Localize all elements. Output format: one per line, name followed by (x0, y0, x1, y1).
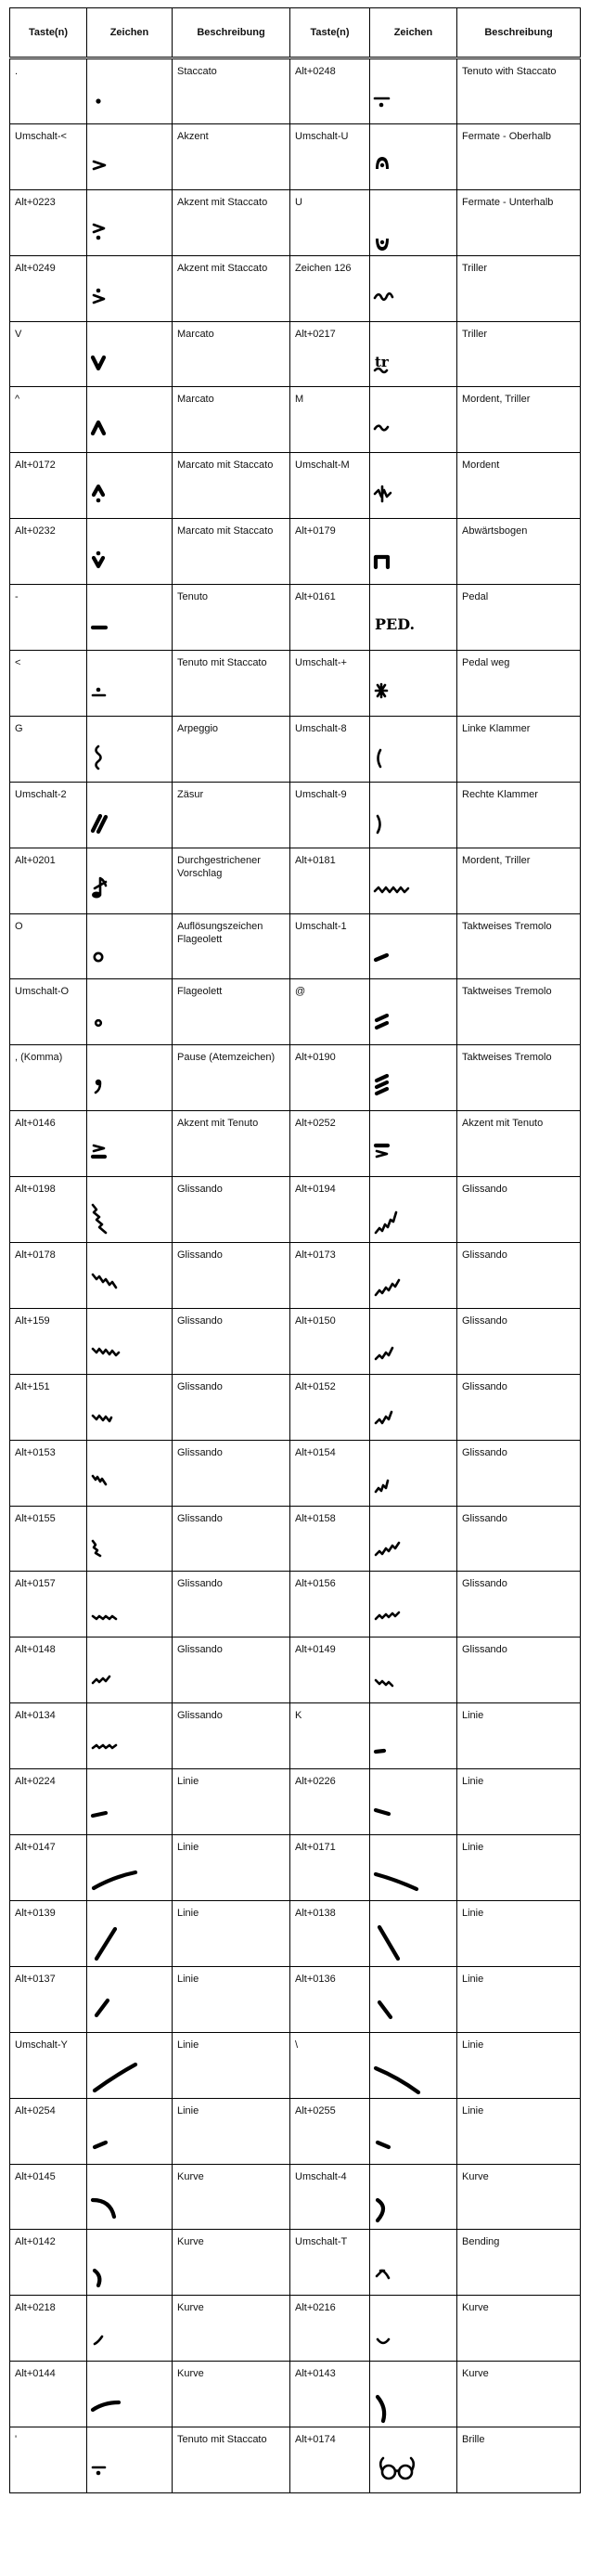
description-cell-right: Pedal weg (457, 651, 581, 717)
key-cell-right: U (290, 189, 370, 255)
symbol-cell (370, 2296, 457, 2362)
svg-text:tr: tr (375, 353, 389, 370)
key-cell-left: Alt+0201 (10, 848, 87, 913)
key-cell-left: Alt+0145 (10, 2164, 87, 2230)
table-row (10, 585, 581, 651)
symbol-cell (87, 321, 173, 387)
key-cell-left: G (10, 716, 87, 782)
description-cell-left: Linie (173, 1966, 290, 2032)
description-cell-left: Linie (173, 2032, 290, 2098)
symbol-cell (370, 189, 457, 255)
key-cell-left: Alt+0249 (10, 255, 87, 321)
key-cell-left: Alt+0218 (10, 2296, 87, 2362)
symbol-cell (370, 387, 457, 453)
symbol-cell (87, 1243, 173, 1309)
key-cell-right: Alt+0217 (290, 321, 370, 387)
table-row (10, 1900, 581, 1966)
description-cell-right: Linie (457, 2098, 581, 2164)
key-cell-left: Alt+159 (10, 1308, 87, 1374)
symbol-cell (87, 519, 173, 585)
symbol-cell (87, 1966, 173, 2032)
key-cell-right: Alt+0136 (290, 1966, 370, 2032)
description-cell-right: Glissando (457, 1308, 581, 1374)
key-cell-left: Alt+0148 (10, 1638, 87, 1703)
table-row (10, 1243, 581, 1309)
description-cell-left: Akzent mit Staccato (173, 255, 290, 321)
key-cell-left: Umschalt-< (10, 123, 87, 189)
description-cell-left: Zäsur (173, 782, 290, 848)
description-cell-left: Marcato mit Staccato (173, 453, 290, 519)
description-cell-right: Kurve (457, 2296, 581, 2362)
table-row (10, 979, 581, 1045)
key-cell-left: Umschalt-O (10, 979, 87, 1045)
key-cell-right: Umschalt-M (290, 453, 370, 519)
key-cell-right: Alt+0255 (290, 2098, 370, 2164)
description-cell-left: Tenuto (173, 585, 290, 651)
svg-text:PED.: PED. (375, 615, 416, 634)
description-cell-left: Glissando (173, 1440, 290, 1506)
symbol-reference-sheet (9, 7, 580, 2493)
symbol-cell (370, 453, 457, 519)
symbol-cell (87, 1177, 173, 1243)
symbol-cell (87, 1572, 173, 1638)
description-cell-left: Glissando (173, 1638, 290, 1703)
key-cell-right: Umschalt-U (290, 123, 370, 189)
key-cell-right: Alt+0150 (290, 1308, 370, 1374)
symbol-cell (370, 58, 457, 124)
symbol-cell (87, 848, 173, 913)
description-cell-right: Linie (457, 1703, 581, 1769)
key-cell-right: Zeichen 126 (290, 255, 370, 321)
description-cell-right: Kurve (457, 2164, 581, 2230)
key-cell-left: Alt+0147 (10, 1835, 87, 1901)
description-cell-left: Glissando (173, 1703, 290, 1769)
table-row (10, 58, 581, 124)
table-row (10, 2098, 581, 2164)
symbol-cell (370, 848, 457, 913)
table-row (10, 1506, 581, 1572)
symbol-cell (370, 585, 457, 651)
symbol-cell (370, 1308, 457, 1374)
description-cell-right: Akzent mit Tenuto (457, 1111, 581, 1177)
description-cell-right: Rechte Klammer (457, 782, 581, 848)
symbol-cell (370, 2230, 457, 2296)
key-cell-left: Alt+0144 (10, 2362, 87, 2427)
table-row (10, 453, 581, 519)
table-row (10, 387, 581, 453)
key-cell-left: Alt+0139 (10, 1900, 87, 1966)
symbol-cell (87, 1111, 173, 1177)
description-cell-left: Arpeggio (173, 716, 290, 782)
symbol-cell (370, 979, 457, 1045)
table-row (10, 519, 581, 585)
description-cell-right: Taktweises Tremolo (457, 979, 581, 1045)
key-cell-right: Alt+0161 (290, 585, 370, 651)
key-cell-left: Alt+0153 (10, 1440, 87, 1506)
symbol-cell (370, 2032, 457, 2098)
symbol-cell (370, 1769, 457, 1835)
description-cell-left: Kurve (173, 2230, 290, 2296)
key-cell-right: Alt+0138 (290, 1900, 370, 1966)
description-cell-right: Linie (457, 1769, 581, 1835)
symbol-cell (87, 716, 173, 782)
table-row (10, 1769, 581, 1835)
description-cell-left: Glissando (173, 1572, 290, 1638)
description-cell-right: Tenuto with Staccato (457, 58, 581, 124)
key-cell-right: Umschalt-1 (290, 913, 370, 979)
key-cell-left: < (10, 651, 87, 717)
description-cell-left: Glissando (173, 1308, 290, 1374)
table-row (10, 321, 581, 387)
symbol-cell (87, 2362, 173, 2427)
key-cell-right: Alt+0248 (290, 58, 370, 124)
symbol-cell (370, 1703, 457, 1769)
table-row (10, 1111, 581, 1177)
header-description-left: Beschreibung (173, 8, 290, 58)
key-cell-right: \ (290, 2032, 370, 2098)
symbol-cell (87, 1308, 173, 1374)
description-cell-right: Taktweises Tremolo (457, 913, 581, 979)
description-cell-right: Taktweises Tremolo (457, 1045, 581, 1111)
symbol-cell (87, 58, 173, 124)
symbol-cell (370, 1374, 457, 1440)
key-cell-left: Alt+0178 (10, 1243, 87, 1309)
description-cell-right: Mordent, Triller (457, 387, 581, 453)
key-cell-right: Alt+0143 (290, 2362, 370, 2427)
table-row (10, 189, 581, 255)
symbol-cell (370, 2164, 457, 2230)
symbol-cell (87, 1638, 173, 1703)
description-cell-right: Linie (457, 1900, 581, 1966)
table-row (10, 1966, 581, 2032)
key-cell-right: Umschalt-+ (290, 651, 370, 717)
key-cell-left: Alt+0137 (10, 1966, 87, 2032)
key-cell-right: Alt+0226 (290, 1769, 370, 1835)
description-cell-right: Glissando (457, 1374, 581, 1440)
symbol-cell (370, 1111, 457, 1177)
symbol-cell (370, 1900, 457, 1966)
symbol-cell (370, 1835, 457, 1901)
key-cell-left: , (Komma) (10, 1045, 87, 1111)
key-cell-right: Alt+0149 (290, 1638, 370, 1703)
symbol-cell (370, 1045, 457, 1111)
description-cell-left: Glissando (173, 1374, 290, 1440)
table-row (10, 123, 581, 189)
description-cell-right: Pedal (457, 585, 581, 651)
key-cell-right: Alt+0174 (290, 2427, 370, 2493)
description-cell-right: Fermate - Unterhalb (457, 189, 581, 255)
description-cell-left: Akzent mit Staccato (173, 189, 290, 255)
description-cell-right: Linke Klammer (457, 716, 581, 782)
description-cell-right: Mordent (457, 453, 581, 519)
description-cell-left: Tenuto mit Staccato (173, 651, 290, 717)
symbol-cell (87, 189, 173, 255)
key-cell-left: Alt+151 (10, 1374, 87, 1440)
key-cell-left: Alt+0198 (10, 1177, 87, 1243)
table-row (10, 1572, 581, 1638)
description-cell-left: Flageolett (173, 979, 290, 1045)
symbol-cell (370, 2427, 457, 2493)
key-cell-left: V (10, 321, 87, 387)
symbol-cell (87, 1835, 173, 1901)
key-cell-left: Umschalt-2 (10, 782, 87, 848)
description-cell-right: Abwärtsbogen (457, 519, 581, 585)
symbol-cell (370, 1966, 457, 2032)
symbol-cell (87, 255, 173, 321)
description-cell-left: Glissando (173, 1506, 290, 1572)
table-row (10, 848, 581, 913)
key-cell-right: Alt+0179 (290, 519, 370, 585)
description-cell-left: Kurve (173, 2164, 290, 2230)
table-row (10, 782, 581, 848)
key-cell-left: Alt+0146 (10, 1111, 87, 1177)
symbol-cell (370, 2098, 457, 2164)
table-row (10, 1374, 581, 1440)
key-cell-right: Alt+0181 (290, 848, 370, 913)
description-cell-right: Triller (457, 255, 581, 321)
symbol-cell (87, 1900, 173, 1966)
symbol-cell (87, 2296, 173, 2362)
key-cell-left: - (10, 585, 87, 651)
symbol-cell (87, 1769, 173, 1835)
symbol-cell (87, 387, 173, 453)
description-cell-right: Glissando (457, 1638, 581, 1703)
description-cell-left: Pause (Atemzeichen) (173, 1045, 290, 1111)
symbol-cell (370, 782, 457, 848)
description-cell-right: Fermate - Oberhalb (457, 123, 581, 189)
symbol-cell (87, 782, 173, 848)
symbol-cell (87, 979, 173, 1045)
symbol-cell (370, 1506, 457, 1572)
symbol-cell (87, 913, 173, 979)
key-cell-left: Alt+0134 (10, 1703, 87, 1769)
key-cell-right: Umschalt-9 (290, 782, 370, 848)
table-row (10, 255, 581, 321)
description-cell-left: Linie (173, 1835, 290, 1901)
table-row (10, 1045, 581, 1111)
key-cell-right: Umschalt-8 (290, 716, 370, 782)
description-cell-left: Tenuto mit Staccato (173, 2427, 290, 2493)
description-cell-left: Marcato mit Staccato (173, 519, 290, 585)
symbol-cell (370, 1243, 457, 1309)
description-cell-left: Glissando (173, 1177, 290, 1243)
key-cell-right: @ (290, 979, 370, 1045)
table-row (10, 716, 581, 782)
symbol-cell (87, 2164, 173, 2230)
key-cell-right: Alt+0158 (290, 1506, 370, 1572)
description-cell-left: Kurve (173, 2362, 290, 2427)
description-cell-right: Linie (457, 1835, 581, 1901)
symbol-cell (370, 651, 457, 717)
description-cell-left: Linie (173, 1769, 290, 1835)
key-cell-right: Alt+0154 (290, 1440, 370, 1506)
key-cell-right: Alt+0173 (290, 1243, 370, 1309)
header-keys-right: Taste(n) (290, 8, 370, 58)
description-cell-left: Akzent (173, 123, 290, 189)
symbol-cell (87, 123, 173, 189)
header-symbol-right: Zeichen (370, 8, 457, 58)
key-cell-right: Alt+0252 (290, 1111, 370, 1177)
description-cell-left: Staccato (173, 58, 290, 124)
description-cell-left: Durchgestrichener Vorschlag (173, 848, 290, 913)
key-cell-left: Alt+0157 (10, 1572, 87, 1638)
table-row (10, 1835, 581, 1901)
symbol-cell (87, 2230, 173, 2296)
symbol-cell (87, 453, 173, 519)
symbol-cell (87, 1374, 173, 1440)
symbol-cell (370, 1440, 457, 1506)
symbol-cell (370, 1572, 457, 1638)
table-row (10, 1440, 581, 1506)
description-cell-right: Linie (457, 1966, 581, 2032)
description-cell-left: Kurve (173, 2296, 290, 2362)
table-row (10, 2427, 581, 2493)
header-keys-left: Taste(n) (10, 8, 87, 58)
key-cell-right: Umschalt-T (290, 2230, 370, 2296)
header-row (10, 8, 581, 58)
key-cell-right: Alt+0171 (290, 1835, 370, 1901)
table-row (10, 2362, 581, 2427)
description-cell-right: Glissando (457, 1572, 581, 1638)
table-row (10, 1177, 581, 1243)
key-cell-left: Alt+0155 (10, 1506, 87, 1572)
symbol-cell (370, 716, 457, 782)
description-cell-left: Akzent mit Tenuto (173, 1111, 290, 1177)
symbol-cell (370, 123, 457, 189)
symbol-cell (370, 321, 457, 387)
key-cell-left: . (10, 58, 87, 124)
key-cell-right: Alt+0216 (290, 2296, 370, 2362)
key-cell-left: ' (10, 2427, 87, 2493)
key-cell-left: Alt+0223 (10, 189, 87, 255)
description-cell-left: Auflösungszeichen Flageolett (173, 913, 290, 979)
header-symbol-left: Zeichen (87, 8, 173, 58)
key-cell-left: Alt+0142 (10, 2230, 87, 2296)
key-cell-left: O (10, 913, 87, 979)
description-cell-left: Marcato (173, 387, 290, 453)
description-cell-right: Bending (457, 2230, 581, 2296)
table-body (10, 58, 581, 2493)
key-cell-right: M (290, 387, 370, 453)
table-row (10, 913, 581, 979)
description-cell-left: Linie (173, 1900, 290, 1966)
symbol-cell (87, 1045, 173, 1111)
key-cell-right: K (290, 1703, 370, 1769)
table-row (10, 2032, 581, 2098)
symbol-cell (87, 585, 173, 651)
table-row (10, 1703, 581, 1769)
description-cell-right: Glissando (457, 1506, 581, 1572)
symbol-cell (370, 913, 457, 979)
description-cell-right: Glissando (457, 1177, 581, 1243)
symbol-cell (87, 1703, 173, 1769)
symbol-cell (370, 255, 457, 321)
key-cell-right: Alt+0152 (290, 1374, 370, 1440)
symbol-cell (87, 2098, 173, 2164)
symbol-table (9, 7, 581, 2493)
table-row (10, 1308, 581, 1374)
description-cell-left: Glissando (173, 1243, 290, 1309)
table-row (10, 2296, 581, 2362)
description-cell-left: Marcato (173, 321, 290, 387)
key-cell-left: Alt+0232 (10, 519, 87, 585)
description-cell-right: Glissando (457, 1243, 581, 1309)
header-description-right: Beschreibung (457, 8, 581, 58)
symbol-cell (87, 651, 173, 717)
key-cell-right: Alt+0190 (290, 1045, 370, 1111)
key-cell-left: Alt+0172 (10, 453, 87, 519)
key-cell-right: Alt+0156 (290, 1572, 370, 1638)
symbol-cell (370, 519, 457, 585)
key-cell-right: Umschalt-4 (290, 2164, 370, 2230)
key-cell-left: Alt+0254 (10, 2098, 87, 2164)
symbol-cell (370, 2362, 457, 2427)
description-cell-right: Mordent, Triller (457, 848, 581, 913)
description-cell-right: Triller (457, 321, 581, 387)
table-row (10, 1638, 581, 1703)
symbol-cell (87, 1440, 173, 1506)
table-row (10, 2230, 581, 2296)
key-cell-left: ^ (10, 387, 87, 453)
symbol-cell (87, 1506, 173, 1572)
symbol-cell (87, 2427, 173, 2493)
key-cell-left: Alt+0224 (10, 1769, 87, 1835)
table-row (10, 2164, 581, 2230)
key-cell-left: Umschalt-Y (10, 2032, 87, 2098)
key-cell-right: Alt+0194 (290, 1177, 370, 1243)
symbol-cell (370, 1638, 457, 1703)
symbol-cell (370, 1177, 457, 1243)
description-cell-right: Kurve (457, 2362, 581, 2427)
description-cell-right: Linie (457, 2032, 581, 2098)
description-cell-right: Glissando (457, 1440, 581, 1506)
description-cell-right: Brille (457, 2427, 581, 2493)
table-row (10, 651, 581, 717)
symbol-cell (87, 2032, 173, 2098)
description-cell-left: Linie (173, 2098, 290, 2164)
